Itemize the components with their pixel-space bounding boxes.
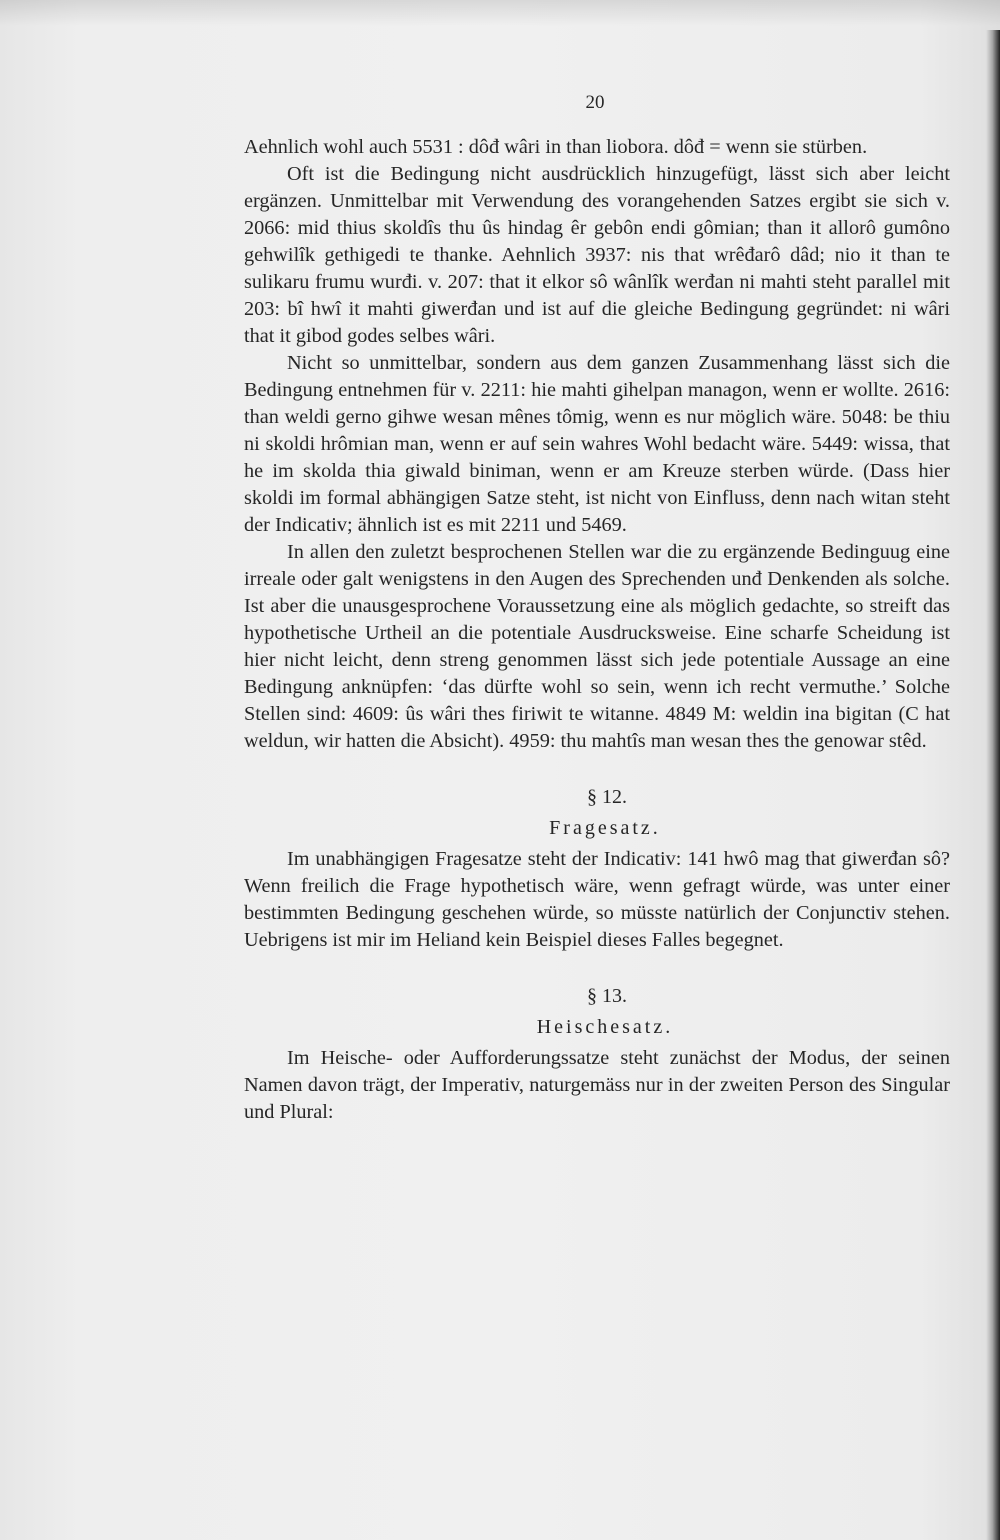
page-number: 20	[585, 92, 605, 113]
scan-edge-shadow	[986, 30, 1000, 1540]
section-13-title: Heischesatz.	[536, 1016, 674, 1038]
scan-top-shadow	[0, 0, 1000, 26]
section-12-title: Fragesatz.	[549, 817, 661, 839]
paragraph-1: Aehnlich wohl auch 5531 : dôđ wâri in than liobora. dôđ = wenn sie stürben.	[244, 136, 868, 158]
section-13-paragraph: Im Heische- oder Aufforderungssatze steht zunächst der Modus, der seinen Namen davon trägt, der Imperativ, naturgemäss nur in der zweiten Person des Singular und Plural:	[244, 1047, 950, 1123]
section-12-paragraph: Im unabhängigen Fragesatze steht der Indicativ: 141 hwô mag that giwerđan sô? Wenn freilich die Frage hypothetisch wäre, wenn gefragt würde, was unter einer bestimmten Bedingung geschehen würde, so müsste natürlich der Conjunctiv stehen. Uebrigens ist mir im Heliand kein Beispiel dieses Falles begegnet.	[244, 848, 950, 951]
section-13-number: § 13.	[587, 985, 627, 1007]
paragraph-4: In allen den zuletzt besprochenen Stellen war die zu ergänzende Bedinguug eine irreale oder galt wenigstens in den Augen des Sprechenden unđ Denkenden als solche. Ist aber die unausgesprochene Voraussetzung eine als möglich gedachte, so streift das hypothetische Urtheil an die potentiale Ausdrucksweise. Eine scharfe Scheidung ist hier nicht leicht, denn streng genommen lässt sich jede potentiale Aussage an eine Bedingung anknüpfen: ‘das dürfte wohl so sein, wenn ich recht vermuthe.’ Solche Stellen sind: 4609: ûs wâri thes firiwit te witanne. 4849 M: weldin ina bigitan (C hat weldun, wir hatten die Absicht). 4959: thu mahtîs man wesan thes the genowar stêd.	[244, 541, 950, 752]
paragraph-3: Nicht so unmittelbar, sondern aus dem ganzen Zusammenhang lässt sich die Bedingung entnehmen für v. 2211: hie mahti gihelpan managon, wenn er wollte. 2616: than weldi gerno gihwe wesan mênes tômig, wenn es nur möglich wäre. 5048: be thiu ni skoldi hrômian man, wenn er auf sein wahres Wohl bedacht wäre. 5449: wissa, that he im skolda thia giwald biniman, wenn er am Kreuze sterben würde. (Dass hier skoldi im formal abhängigen Satze steht, ist nicht von Einfluss, denn nach witan steht der Indicativ; ähnlich ist es mit 2211 und 5469.	[244, 352, 950, 536]
section-12-number: § 12.	[587, 786, 627, 808]
paragraph-2: Oft ist die Bedingung nicht ausdrücklich hinzugefügt, lässt sich aber leicht ergänzen. Unmittelbar mit Verwendung des vorangehenden Satzes ergibt sie sich v. 2066: mid thius skoldîs thu ûs hindag êr gebôn endi gômian; than it allorô gumôno gehwilîk gethigedi te thanke. Aehnlich 3937: nis that wrêđarô dâd; nio it than te sulikaru frumu wurđi. v. 207: that it elkor sô wânlîk werđan ni mahti steht parallel mit 203: bî hwî it mahti giwerđan und ist auf die gleiche Bedingung gegründet: ni wâri that it gibod godes selbes wâri.	[244, 163, 950, 347]
body-text	[244, 134, 950, 1126]
